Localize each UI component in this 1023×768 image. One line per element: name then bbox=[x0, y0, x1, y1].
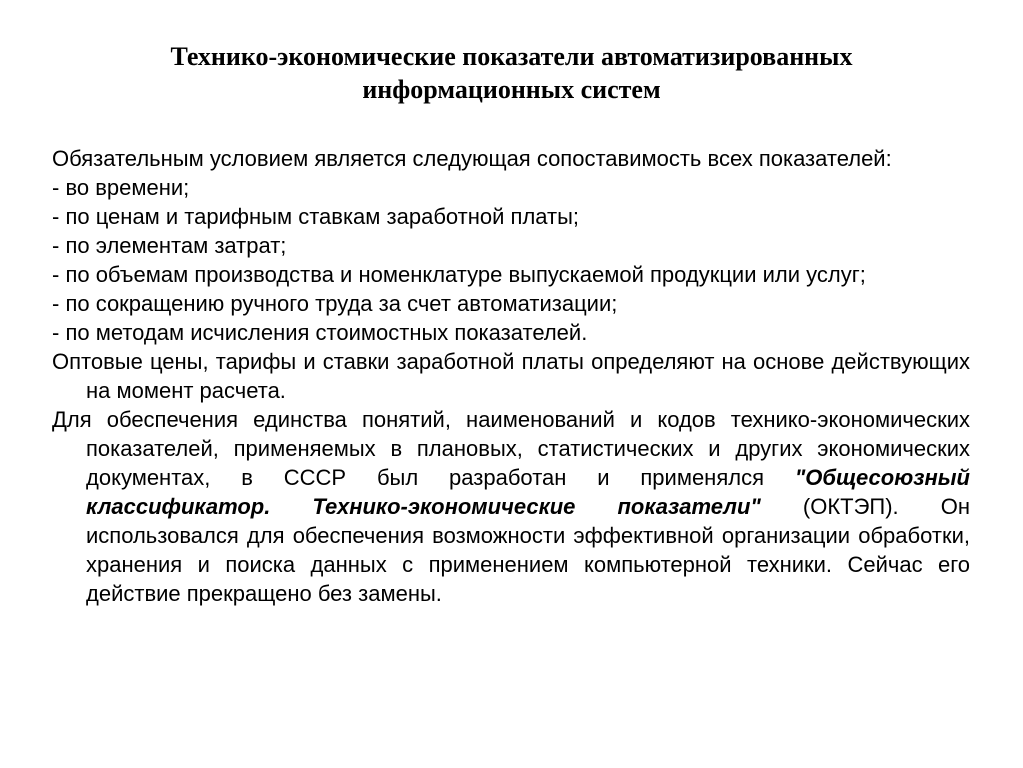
classifier-text-before: Для обеспечения единства понятий, наименований и кодов технико-экономических показателей, применяемых в плановых, статистических и других экономических документах, в СССР был разработан и применялся bbox=[52, 407, 970, 490]
classifier-name-emphasis: "Общесоюзный классификатор. Технико-экономические показатели" bbox=[86, 465, 970, 519]
list-item-calculation-methods: - по методам исчисления стоимостных показателей. bbox=[52, 320, 588, 345]
list-item-time: - во времени; bbox=[52, 175, 190, 200]
slide-title-line-2: информационных систем bbox=[362, 75, 661, 104]
classifier-paragraph bbox=[52, 405, 970, 608]
slide-body bbox=[52, 144, 970, 608]
wholesale-prices-paragraph: Оптовые цены, тарифы и ставки заработной платы определяют на основе действующих на момент расчета. bbox=[52, 349, 970, 403]
slide-title bbox=[60, 40, 963, 106]
list-item-cost-elements: - по элементам затрат; bbox=[52, 233, 287, 258]
list-item-manual-labor: - по сокращению ручного труда за счет автоматизации; bbox=[52, 291, 618, 316]
list-item-prices: - по ценам и тарифным ставкам заработной платы; bbox=[52, 204, 580, 229]
list-item-production-volume: - по объемам производства и номенклатуре выпускаемой продукции или услуг; bbox=[52, 262, 866, 287]
intro-paragraph: Обязательным условием является следующая сопоставимость всех показателей: bbox=[52, 146, 892, 171]
classifier-text-after: (ОКТЭП). Он использовался для обеспечения возможности эффективной организации обработки, хранения и поиска данных с применением компьютерной техники. Сейчас его действие прекращено без замены. bbox=[86, 494, 970, 606]
slide-title-line-1: Технико-экономические показатели автоматизированных bbox=[170, 42, 853, 71]
